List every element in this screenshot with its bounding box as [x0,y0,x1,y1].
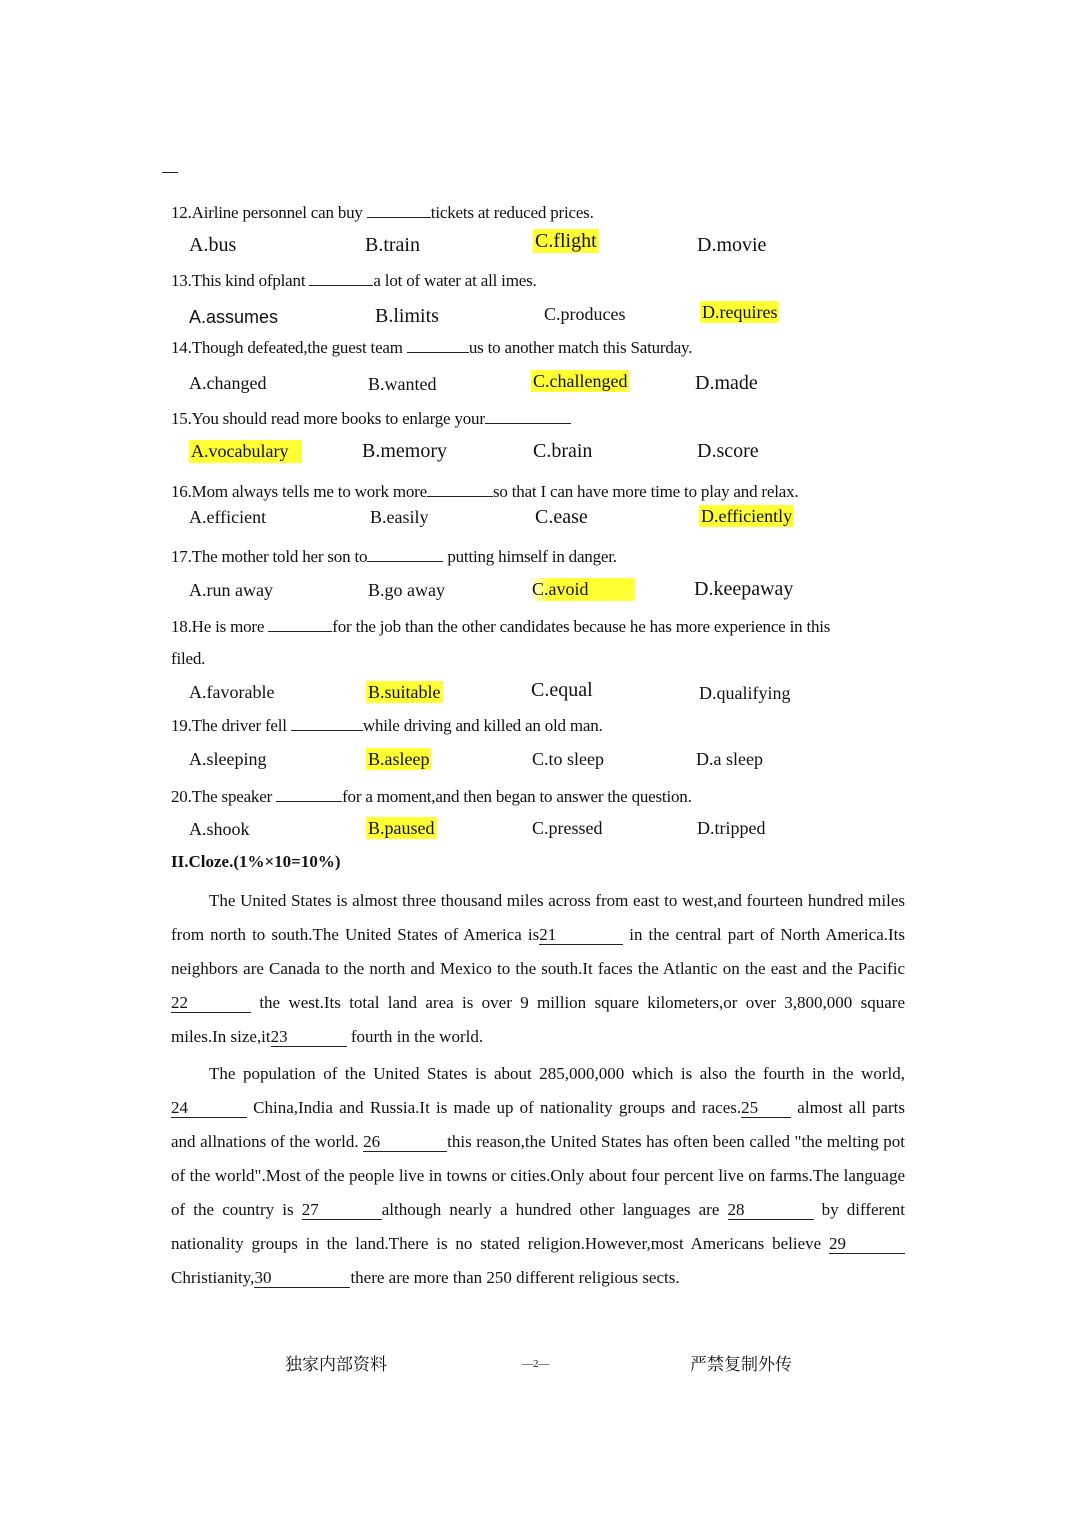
answer-blank [268,617,332,632]
option-16-b[interactable]: B.easily [370,507,429,527]
option-12-b[interactable]: B.train [365,234,420,256]
option-19-b[interactable]: B.asleep [368,749,430,769]
question-18: 18.He is more for the job than the other candidates because he has more experience in this [171,617,831,636]
option-18-d[interactable]: D.qualifying [699,683,791,703]
option-19-c[interactable]: C.to sleep [532,749,604,769]
answer-blank [367,203,431,218]
option-16-c[interactable]: C.ease [535,506,588,528]
answer-blank [485,409,571,424]
cloze-blank-28[interactable]: 28 [728,1201,814,1220]
question-19: 19.The driver fell while driving and killed an old man. [171,716,603,735]
option-15-d[interactable]: D.score [697,440,759,462]
header-dash [162,172,178,173]
question-15: 15.You should read more books to enlarge your [171,409,571,429]
option-17-c[interactable]: C.avoid [530,578,635,601]
question-20: 20.The speaker for a moment,and then began to answer the question. [171,787,692,806]
option-14-b[interactable]: B.wanted [368,374,437,394]
option-15-c[interactable]: C.brain [533,440,593,462]
option-15-b[interactable]: B.memory [362,440,447,462]
option-17-d[interactable]: D.keepaway [694,578,794,600]
option-12-c[interactable]: C.flight [535,230,597,252]
section-title-cloze: II.Cloze.(1%×10=10%) [171,852,341,871]
option-12-a[interactable]: A.bus [189,234,237,256]
cloze-blank-29[interactable]: 29 [829,1235,905,1254]
option-20-c[interactable]: C.pressed [532,818,603,838]
cloze-blank-21[interactable]: 21 [539,926,623,945]
question-18-continued: filed. [171,649,206,668]
cloze-blank-22[interactable]: 22 [171,994,251,1013]
cloze-blank-24[interactable]: 24 [171,1099,247,1118]
answer-blank [309,271,373,286]
footer-left-text: 独家内部资料 [285,1355,387,1375]
cloze-paragraph-1: The United States is almost three thousand miles across from east to west,and fourteen hundred miles from north to south.The United States of America is21 in the central part of North America.Its neighbors are Canada to the north and Mexico to the south.It faces the Atlantic on the east and the Pacific 22 the west.Its total land area is over 9 million square kilometers,or over 3,800,000 square miles.In size,it23 fourth in the world. [171,891,905,1046]
question-12: 12.Airline personnel can buy tickets at reduced prices. [171,203,594,222]
option-12-d[interactable]: D.movie [697,234,767,256]
option-20-a[interactable]: A.shook [189,819,250,839]
cloze-blank-30[interactable]: 30 [254,1269,350,1288]
question-16: 16.Mom always tells me to work more so that I can have more time to play and relax. [171,482,799,501]
option-13-d[interactable]: D.requires [702,302,778,322]
option-18-a[interactable]: A.favorable [189,682,275,702]
question-14: 14.Though defeated,the guest team us to another match this Saturday. [171,338,693,357]
answer-blank [276,787,342,802]
cloze-blank-23[interactable]: 23 [271,1028,347,1047]
option-20-b[interactable]: B.paused [368,818,435,838]
page-number: —2— [522,1358,550,1370]
footer-right-text: 严禁复制外传 [690,1355,792,1375]
option-16-d[interactable]: D.efficiently [701,506,793,526]
option-19-a[interactable]: A.sleeping [189,749,267,769]
cloze-blank-25[interactable]: 25 [741,1099,791,1118]
option-17-a[interactable]: A.run away [189,580,273,600]
option-16-a[interactable]: A.efficient [189,507,267,527]
option-15-a[interactable]: A.vocabulary [189,440,302,463]
answer-blank [407,338,469,353]
option-14-d[interactable]: D.made [695,372,758,394]
option-20-d[interactable]: D.tripped [697,818,766,838]
option-17-b[interactable]: B.go away [368,580,445,600]
option-13-c[interactable]: C.produces [544,304,626,324]
question-13: 13.This kind ofplant a lot of water at all imes. [171,271,537,290]
option-18-c[interactable]: C.equal [531,679,593,701]
option-14-c[interactable]: C.challenged [533,371,628,391]
option-13-a[interactable]: A.assumes [189,307,279,327]
answer-blank [291,716,363,731]
cloze-blank-27[interactable]: 27 [302,1201,382,1220]
option-18-b[interactable]: B.suitable [368,682,441,702]
answer-blank [427,482,493,497]
option-19-d[interactable]: D.a sleep [696,749,763,769]
option-13-b[interactable]: B.limits [375,305,439,327]
question-17: 17.The mother told her son to putting himself in danger. [171,547,617,566]
cloze-blank-26[interactable]: 26 [363,1133,447,1152]
cloze-paragraph-2: The population of the United States is about 285,000,000 which is also the fourth in the world, 24 China,India and Russia.It is made up of nationality groups and races.25 almost all parts and allnations of the world. 26 this reason,the United States has often been called "the melting pot of the world".Most of the people live in towns or cities.Only about four percent live on farms.The language of the country is 27 although nearly a hundred other languages are 28 by different nationality groups in the land.There is no stated religion.However,most Americans believe 29 Christianity,30 there are more than 250 different religious sects. [171,1064,906,1287]
option-14-a[interactable]: A.changed [189,373,267,393]
answer-blank [367,547,443,562]
